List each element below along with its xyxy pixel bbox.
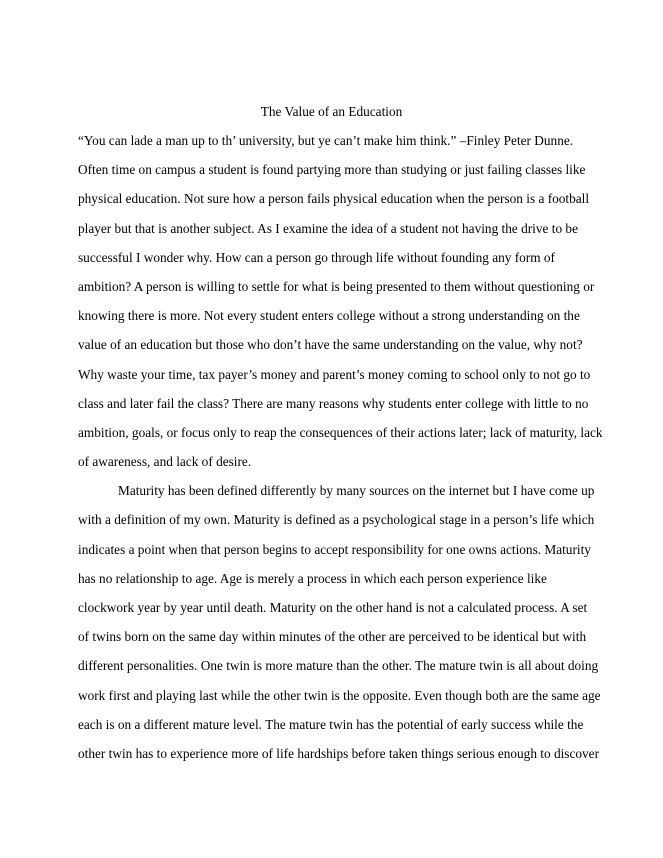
text-line: physical education. Not sure how a person fails physical education when the person is a football [78,191,590,207]
text-line: ambition, goals, or focus only to reap the consequences of their actions later; lack of maturity, lack [78,424,603,440]
text-line: value of an education but those who don’t have the same understanding on the value, why not? [78,337,583,353]
text-line: has no relationship to age. Age is merely a process in which each person experience like [78,570,547,586]
paragraph-2 [78,481,601,773]
text-line: Often time on campus a student is found partying more than studying or just failing classes like [78,162,586,178]
text-line: of twins born on the same day within minutes of the other are perceived to be identical but with [78,629,587,645]
paragraph-1 [78,131,603,481]
text-line: different personalities. One twin is more mature than the other. The mature twin is all about doing [78,658,599,674]
text-line: class and later fail the class? There are many reasons why students enter college with little to no [78,395,589,411]
text-line: successful I wonder why. How can a person go through life without founding any form of [78,249,555,265]
text-line: Why waste your time, tax payer’s money and parent’s money coming to school only to not go to [78,366,591,382]
text-line: indicates a point when that person begins to accept responsibility for one owns actions. Maturity [78,541,591,557]
text-line: ambition? A person is willing to settle for what is being presented to them without questioning or [78,278,595,294]
text-line: player but that is another subject. As I examine the idea of a student not having the drive to be [78,220,578,236]
text-line: “You can lade a man up to th’ university, but ye can’t make him think.” –Finley Peter Dunne. [78,133,574,148]
text-line: work first and playing last while the other twin is the opposite. Even though both are the same age [78,687,601,703]
document-body [78,131,603,773]
text-line: of awareness, and lack of desire. [78,454,252,470]
document-title: The Value of an Education [260,104,403,119]
text-line: each is on a different mature level. The mature twin has the potential of early success while the [78,716,584,732]
text-line: other twin has to experience more of life hardships before taken things serious enough to discover [78,745,600,761]
text-line: with a definition of my own. Maturity is defined as a psychological stage in a person’s life which [78,512,595,528]
text-line: clockwork year by year until death. Maturity on the other hand is not a calculated process. A set [78,600,588,615]
text-line: knowing there is more. Not every student enters college without a strong understanding on the [78,308,580,324]
text-line-indented: Maturity has been defined differently by many sources on the internet but I have come up [118,483,595,499]
